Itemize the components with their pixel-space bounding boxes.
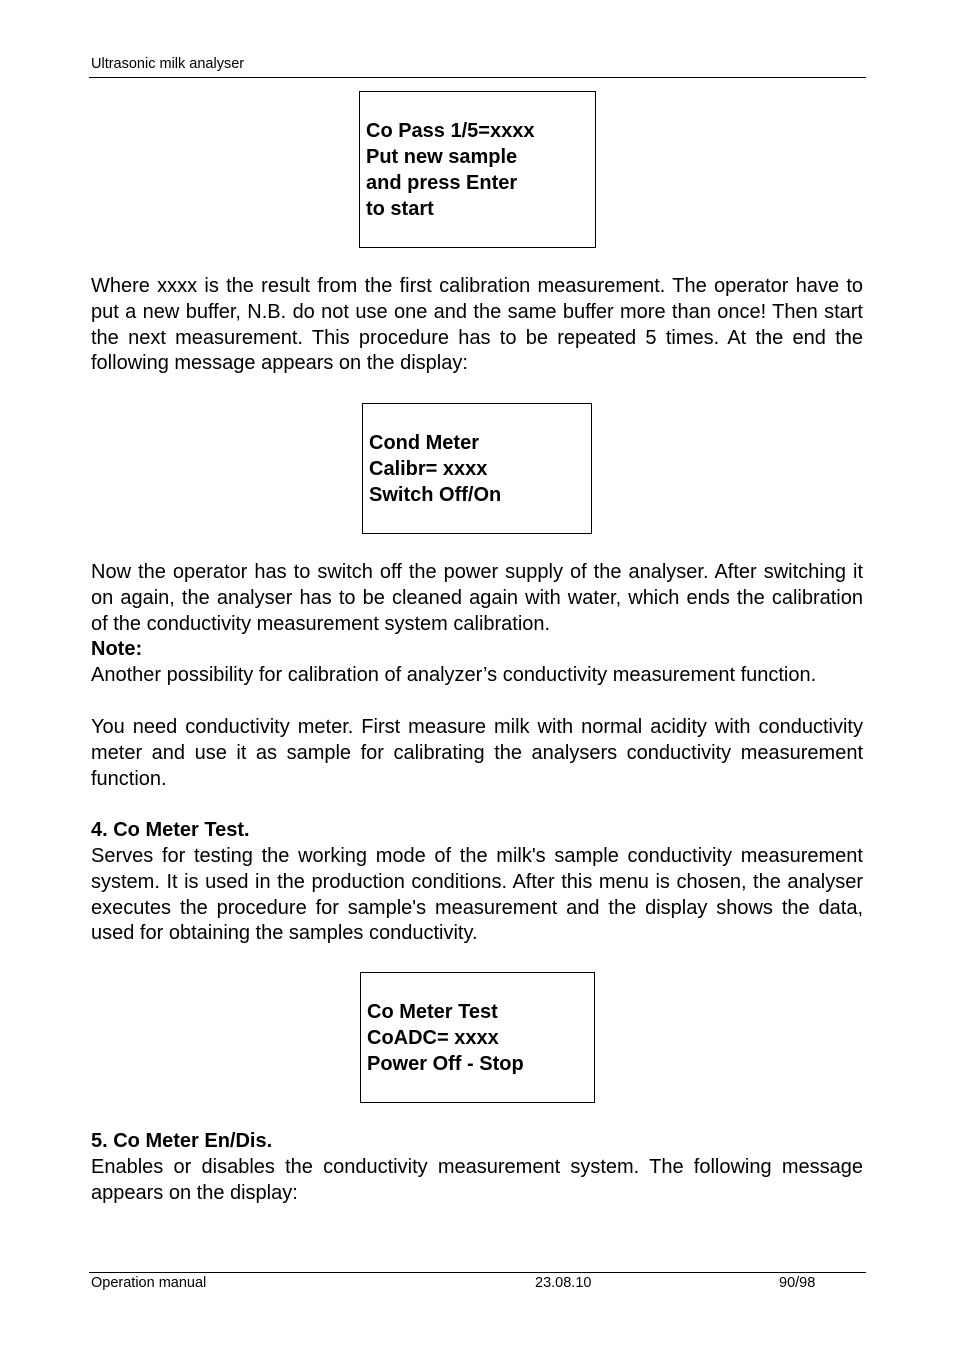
footer-document-title: Operation manual bbox=[91, 1275, 207, 1291]
footer-rule bbox=[89, 1272, 866, 1273]
section-4-heading: 4. Co Meter Test. bbox=[91, 819, 250, 841]
display-line: Put new sample bbox=[366, 146, 518, 168]
display-line: Co Pass 1/5=xxxx bbox=[366, 120, 535, 142]
display-line: and press Enter bbox=[366, 172, 518, 194]
display-box-co-meter-test bbox=[360, 972, 595, 1103]
paragraph-conductivity-meter: You need conductivity meter. First measure milk with normal acidity with conductivity meter and use it as sample for calibrating the analysers conductivity measurement function. bbox=[91, 716, 863, 790]
header-rule bbox=[89, 77, 866, 78]
display-line: Calibr= xxxx bbox=[369, 458, 488, 480]
section-4-text: Serves for testing the working mode of the milk's sample conductivity measurement system. It is used in the production conditions. After this menu is chosen, the analyser executes the procedure for sample's measurement and the display shows the data, used for obtaining the samples conductivity. bbox=[91, 845, 863, 945]
footer-page-number: 90/98 bbox=[779, 1275, 816, 1291]
section-5-heading: 5. Co Meter En/Dis. bbox=[91, 1130, 273, 1152]
display-box-cond-meter bbox=[362, 403, 592, 534]
paragraph-another-possibility: Another possibility for calibration of analyzer’s conductivity measurement function. bbox=[91, 664, 817, 686]
paragraph-switch-off: Now the operator has to switch off the power supply of the analyser. After switching it on again, the analyser has to be cleaned again with water, which ends the calibration of the conductivity measurement system calibration. bbox=[91, 561, 863, 635]
section-5-text: Enables or disables the conductivity measurement system. The following message appears on the display: bbox=[91, 1156, 863, 1204]
note-label: Note: bbox=[91, 638, 143, 660]
footer-date: 23.08.10 bbox=[535, 1275, 592, 1291]
display-line: to start bbox=[366, 198, 434, 220]
display-line: Power Off - Stop bbox=[367, 1053, 524, 1075]
display-line: CoADC= xxxx bbox=[367, 1027, 499, 1049]
display-line: Cond Meter bbox=[369, 432, 479, 454]
running-header: Ultrasonic milk analyser bbox=[91, 56, 245, 72]
display-line: Co Meter Test bbox=[367, 1001, 498, 1023]
display-box-co-pass bbox=[359, 91, 596, 248]
display-line: Switch Off/On bbox=[369, 484, 502, 506]
paragraph-calibration-result: Where xxxx is the result from the first calibration measurement. The operator have to put a new buffer, N.B. do not use one and the same buffer more than once! Then start the next measurement. This procedure has to be repeated 5 times. At the end the following message appears on the display: bbox=[91, 275, 863, 375]
